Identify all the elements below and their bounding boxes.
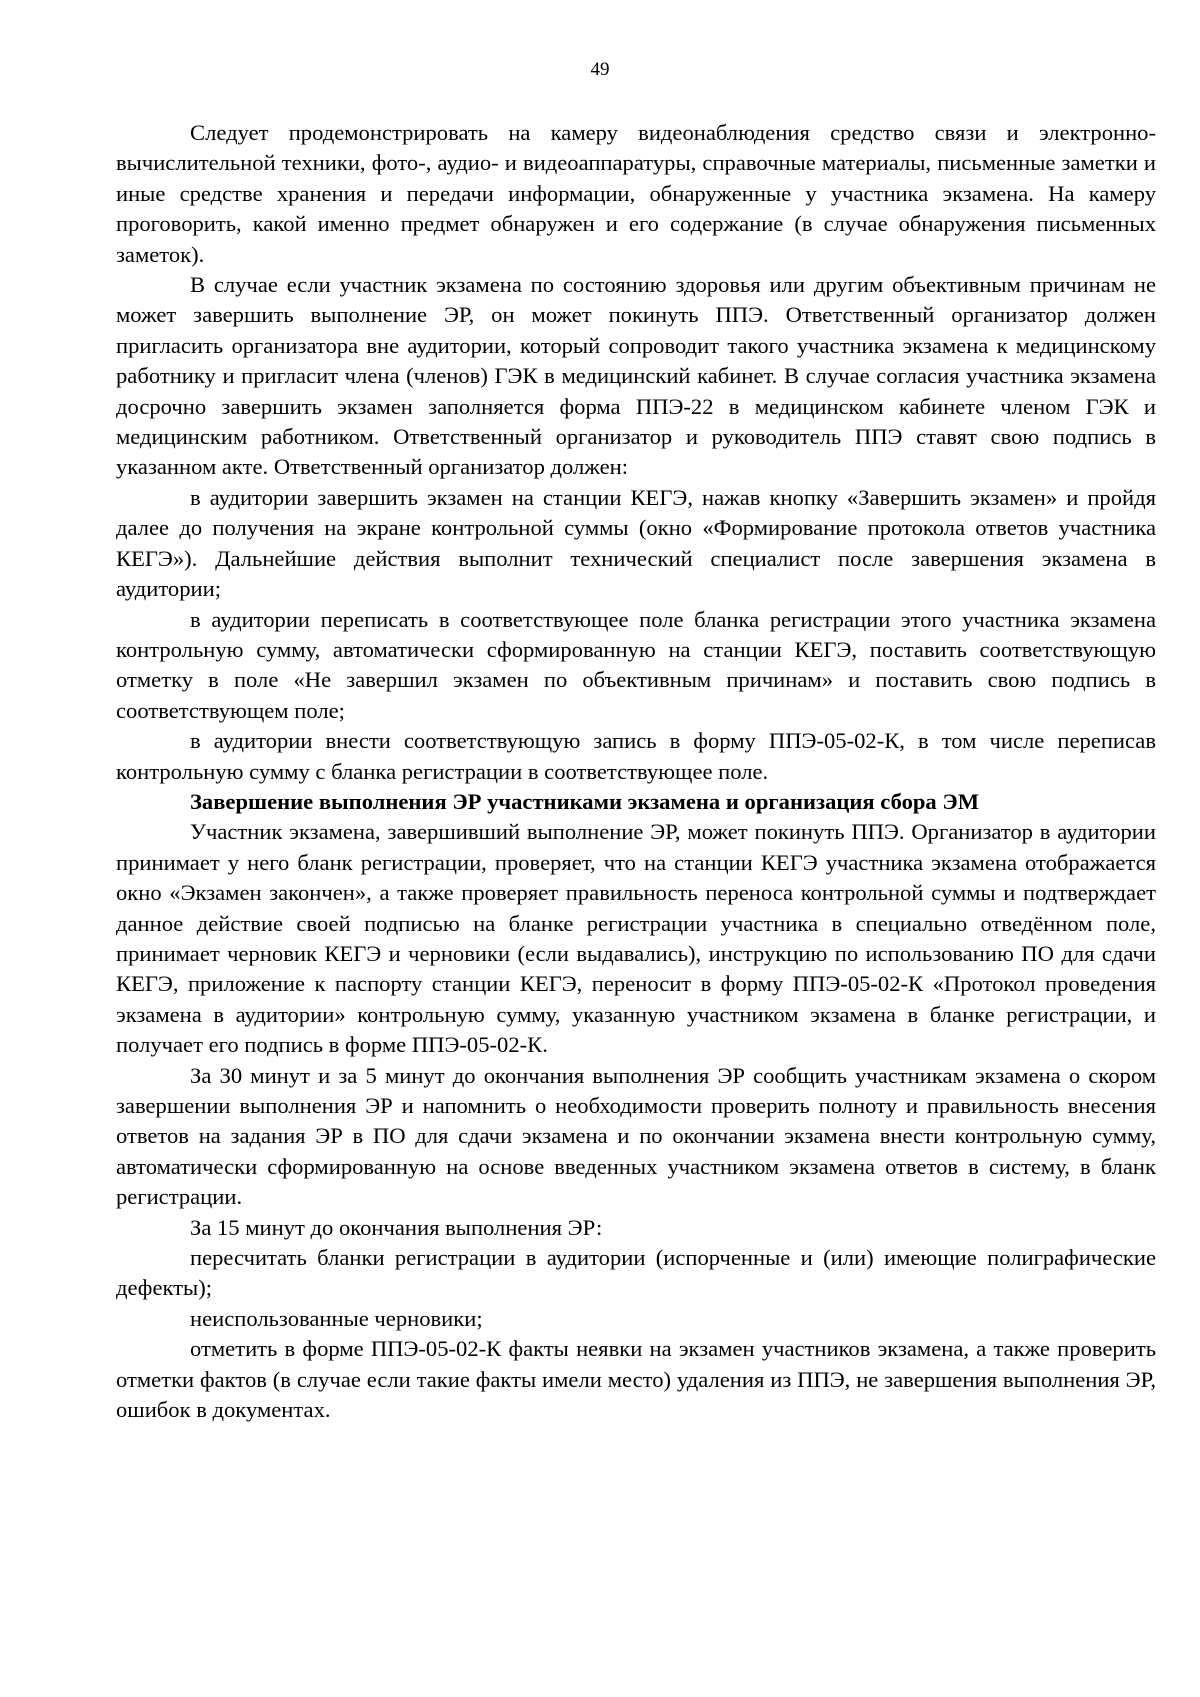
list-item-unused-drafts: неиспользованные черновики;: [190, 1305, 483, 1331]
list-item-finish-on-station: в аудитории завершить экзамен на станции КЕГЭ, нажав кнопку «Завершить экзамен» и пройдя далее до получения на экране контрольной суммы (окно «Формирование протокола ответов участника КЕГЭ»). Дальнейшие действия выполнит технический специалист после завершения экзамена в аудитории;: [116, 484, 1156, 602]
paragraph-health-early-finish: В случае если участник экзамена по состоянию здоровья или другим объективным причинам не может завершить выполнение ЭР, он может покинуть ППЭ. Ответственный организатор должен пригласить организатора вне аудитории, который сопроводит такого участника экзамена к медицинскому работнику и пригласит члена (членов) ГЭК в медицинский кабинет. В случае согласия участника экзамена досрочно завершить экзамен заполняется форма ППЭ-22 в медицинском кабинете членом ГЭК и медицинским работником. Ответственный организатор и руководитель ППЭ ставят свою подпись в указанном акте. Ответственный организатор должен:: [116, 272, 1156, 480]
list-item-copy-checksum: в аудитории переписать в соответствующее поле бланка регистрации этого участника экзамена контрольную сумму, автоматически сформированную на станции КЕГЭ, поставить соответствующую отметку в поле «Не завершил экзамен по объективным причинам» и поставить свою подпись в соответствующем поле;: [116, 606, 1156, 723]
section-heading: Завершение выполнения ЭР участниками экзамена и организация сбора ЭМ: [190, 788, 980, 814]
list-item-count-forms: пересчитать бланки регистрации в аудитории (испорченные и (или) имеющие полиграфические дефекты);: [116, 1245, 1156, 1301]
paragraph-30-5-minutes: За 30 минут и за 5 минут до окончания выполнения ЭР сообщить участникам экзамена о скором завершении выполнения ЭР и напомнить о необходимости проверить полноту и правильность внесения ответов на задания ЭР в ПО для сдачи экзамена и по окончании экзамена внести контрольную сумму, автоматически сформированную на основе введенных участником экзамена ответов в систему, в бланк регистрации.: [116, 1062, 1156, 1210]
paragraph-demonstrate-devices: Следует продемонстрировать на камеру видеонаблюдения средство связи и электронно-вычислительной техники, фото-, аудио- и видеоаппаратуры, справочные материалы, письменные заметки и иные средстве хранения и передачи информации, обнаруженные у участника экзамена. На камеру проговорить, какой именно предмет обнаружен и его содержание (в случае обнаружения письменных заметок).: [116, 120, 1156, 267]
list-item-mark-absences: отметить в форме ППЭ-05-02-К факты неявки на экзамен участников экзамена, а также проверить отметки фактов (в случае если такие факты имели место) удаления из ППЭ, не завершения выполнения ЭР, ошибок в документах.: [116, 1336, 1156, 1423]
document-body: [116, 118, 1156, 1425]
list-item-record-in-form: в аудитории внести соответствующую запись в форму ППЭ-05-02-К, в том числе переписав контрольную сумму с бланка регистрации в соответствующее поле.: [116, 728, 1156, 784]
page-number: 49: [590, 59, 610, 80]
paragraph-participant-finished: Участник экзамена, завершивший выполнение ЭР, может покинуть ППЭ. Организатор в аудитории принимает у него бланк регистрации, проверяет, что на станции КЕГЭ участника экзамена отображается окно «Экзамен закончен», а также проверяет правильность переноса контрольной суммы и подтверждает данное действие своей подписью на бланке регистрации участника в специально отведённом поле, принимает черновик КЕГЭ и черновики (если выдавались), инструкцию по использованию ПО для сдачи КЕГЭ, приложение к паспорту станции КЕГЭ, переносит в форму ППЭ-05-02-К «Протокол проведения экзамена в аудитории» контрольную сумму, указанную участником экзамена в бланке регистрации, и получает его подпись в форме ППЭ-05-02-К.: [116, 819, 1156, 1058]
paragraph-15-minutes: За 15 минут до окончания выполнения ЭР:: [190, 1214, 603, 1240]
